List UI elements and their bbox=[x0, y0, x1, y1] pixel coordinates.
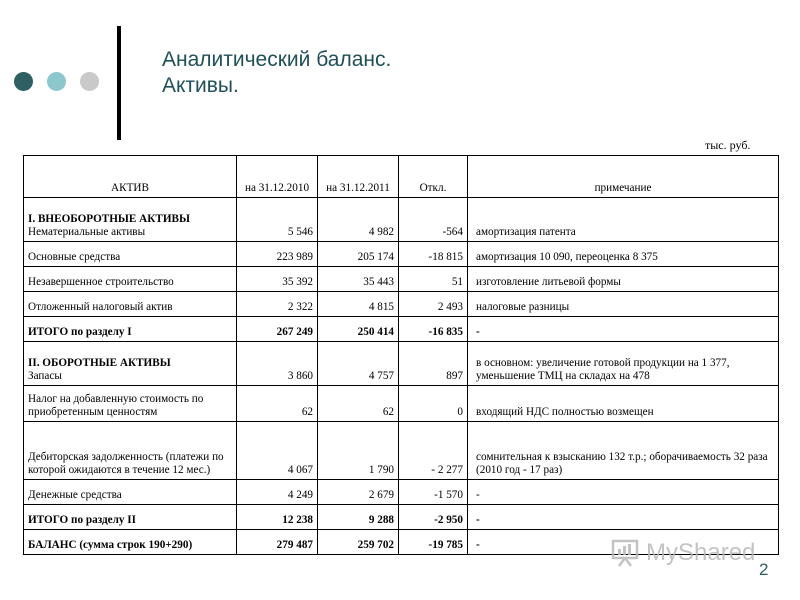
balance-table bbox=[23, 155, 779, 555]
cell-value-2010: 267 249 bbox=[237, 317, 318, 342]
cell-value-2010: 5 546 bbox=[237, 198, 318, 242]
cell-asset bbox=[24, 422, 237, 480]
watermark bbox=[610, 538, 755, 568]
header-deviation: Откл. bbox=[399, 156, 468, 198]
cell-note: амортизация патента bbox=[468, 198, 779, 242]
table-row bbox=[24, 198, 779, 242]
cell-value-2011: 4 982 bbox=[318, 198, 399, 242]
cell-note: - bbox=[468, 530, 779, 555]
asset-name: БАЛАНС (сумма строк 190+290) bbox=[28, 539, 193, 551]
table-row bbox=[24, 242, 779, 267]
cell-value-2010: 223 989 bbox=[237, 242, 318, 267]
cell-value-2010: 4 067 bbox=[237, 422, 318, 480]
cell-asset bbox=[24, 505, 237, 530]
cell-deviation: -2 950 bbox=[399, 505, 468, 530]
header-date-2011: на 31.12.2011 bbox=[318, 156, 399, 198]
cell-value-2011: 35 443 bbox=[318, 267, 399, 292]
cell-value-2010: 279 487 bbox=[237, 530, 318, 555]
cell-value-2011: 2 679 bbox=[318, 480, 399, 505]
cell-value-2011: 4 815 bbox=[318, 292, 399, 317]
decor-dot-dark bbox=[14, 72, 33, 91]
table-row bbox=[24, 317, 779, 342]
cell-value-2010: 3 860 bbox=[237, 342, 318, 386]
cell-note: изготовление литьевой формы bbox=[468, 267, 779, 292]
cell-asset bbox=[24, 386, 237, 422]
cell-deviation: -1 570 bbox=[399, 480, 468, 505]
table-row bbox=[24, 505, 779, 530]
page-number: 2 bbox=[759, 560, 769, 579]
table-body bbox=[24, 198, 779, 555]
cell-asset bbox=[24, 317, 237, 342]
asset-name: Отложенный налоговый актив bbox=[28, 301, 173, 313]
asset-name: ИТОГО по разделу II bbox=[28, 514, 137, 526]
cell-note: - bbox=[468, 505, 779, 530]
cell-value-2010: 12 238 bbox=[237, 505, 318, 530]
slide-title-line2: Активы. bbox=[162, 74, 239, 97]
cell-asset bbox=[24, 242, 237, 267]
cell-asset bbox=[24, 342, 237, 386]
cell-value-2011: 1 790 bbox=[318, 422, 399, 480]
asset-name: Нематериальные активы bbox=[28, 226, 146, 238]
table-row bbox=[24, 267, 779, 292]
asset-name: Основные средства bbox=[28, 251, 121, 263]
cell-value-2010: 35 392 bbox=[237, 267, 318, 292]
cell-value-2011: 62 bbox=[318, 386, 399, 422]
cell-value-2011: 205 174 bbox=[318, 242, 399, 267]
cell-note: - bbox=[468, 317, 779, 342]
cell-note: - bbox=[468, 480, 779, 505]
cell-deviation: 0 bbox=[399, 386, 468, 422]
table-row bbox=[24, 480, 779, 505]
cell-asset bbox=[24, 480, 237, 505]
asset-name: Дебиторская задолженность (платежи по которой ожидаются в течение 12 мес.) bbox=[28, 451, 224, 476]
cell-deviation: -18 815 bbox=[399, 242, 468, 267]
cell-note: сомнительная к взысканию 132 т.р.; оборачиваемость 32 раза (2010 год - 17 раз) bbox=[468, 422, 779, 480]
cell-deviation: - 2 277 bbox=[399, 422, 468, 480]
table-row bbox=[24, 342, 779, 386]
cell-asset bbox=[24, 198, 237, 242]
asset-name: Запасы bbox=[28, 370, 62, 382]
decor-dot-gray bbox=[80, 72, 99, 91]
section-title: I. ВНЕОБОРОТНЫЕ АКТИВЫ bbox=[28, 213, 190, 225]
asset-name: Налог на добавленную стоимость по приобретенным ценностям bbox=[28, 393, 204, 418]
presentation-icon bbox=[610, 538, 640, 568]
watermark-text: MyShared bbox=[646, 539, 756, 566]
cell-value-2011: 259 702 bbox=[318, 530, 399, 555]
table-row bbox=[24, 292, 779, 317]
slide-title bbox=[162, 47, 391, 99]
cell-deviation: 897 bbox=[399, 342, 468, 386]
unit-label: тыс. руб. bbox=[705, 138, 751, 152]
asset-name: Денежные средства bbox=[28, 489, 122, 501]
table-row bbox=[24, 386, 779, 422]
cell-value-2010: 2 322 bbox=[237, 292, 318, 317]
header-asset: АКТИВ bbox=[24, 156, 237, 198]
cell-asset bbox=[24, 292, 237, 317]
cell-asset bbox=[24, 530, 237, 555]
header-date-2010: на 31.12.2010 bbox=[237, 156, 318, 198]
title-divider bbox=[117, 26, 121, 140]
cell-deviation: 2 493 bbox=[399, 292, 468, 317]
cell-note: в основном: увеличение готовой продукции на 1 377, уменьшение ТМЦ на складах на 478 bbox=[468, 342, 779, 386]
asset-name: Незавершенное строительство bbox=[28, 276, 174, 288]
cell-deviation: -19 785 bbox=[399, 530, 468, 555]
decor-dot-light bbox=[47, 72, 66, 91]
cell-deviation: 51 bbox=[399, 267, 468, 292]
table-row bbox=[24, 422, 779, 480]
asset-name: ИТОГО по разделу I bbox=[28, 326, 132, 338]
cell-asset bbox=[24, 267, 237, 292]
header-note: примечание bbox=[468, 156, 779, 198]
cell-value-2011: 250 414 bbox=[318, 317, 399, 342]
cell-note: налоговые разницы bbox=[468, 292, 779, 317]
table-header-row bbox=[24, 156, 779, 198]
cell-value-2011: 4 757 bbox=[318, 342, 399, 386]
cell-deviation: -564 bbox=[399, 198, 468, 242]
cell-value-2010: 4 249 bbox=[237, 480, 318, 505]
section-title: II. ОБОРОТНЫЕ АКТИВЫ bbox=[28, 357, 171, 369]
cell-value-2011: 9 288 bbox=[318, 505, 399, 530]
cell-note: входящий НДС полностью возмещен bbox=[468, 386, 779, 422]
slide-title-line1: Аналитический баланс. bbox=[162, 48, 392, 71]
cell-value-2010: 62 bbox=[237, 386, 318, 422]
cell-deviation: -16 835 bbox=[399, 317, 468, 342]
cell-note: амортизация 10 090, переоценка 8 375 bbox=[468, 242, 779, 267]
